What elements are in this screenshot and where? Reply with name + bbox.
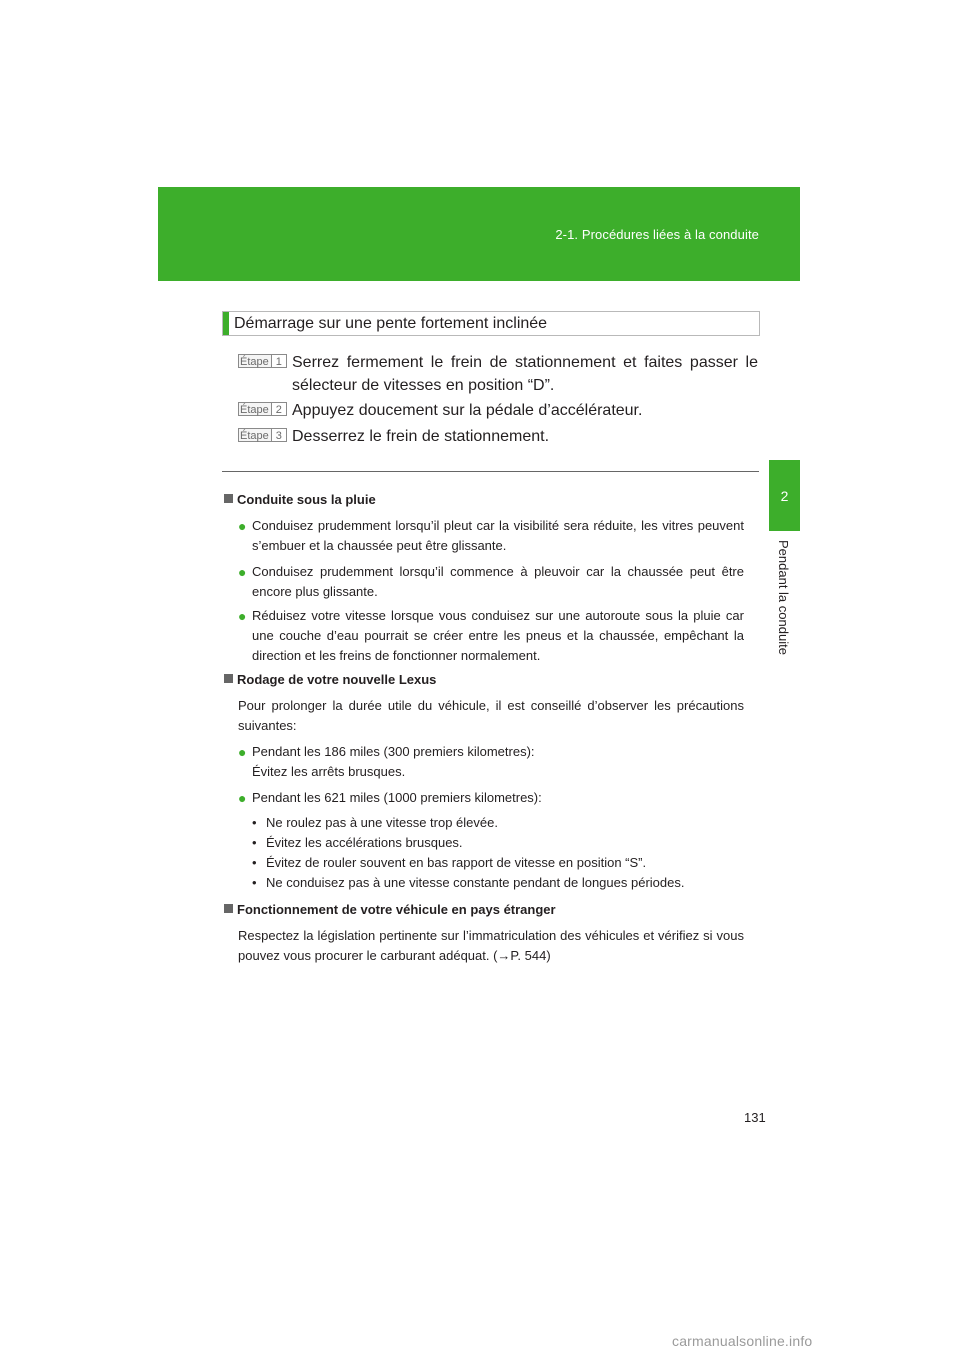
step-badge: Étape 1 <box>238 354 287 368</box>
section-title-accent <box>223 312 229 335</box>
list-item: ● Conduisez prudemment lorsqu’il pleut car la visibilité sera réduite, les vitres peuvent s’embuer et la chaussée peut être glissante. <box>238 518 744 553</box>
sub-list-item: • Évitez de rouler souvent en bas rapport de vitesse en position “S”. <box>252 855 647 870</box>
sub-list-item: • Ne roulez pas à une vitesse trop élevée. <box>252 815 498 830</box>
bullet-dot-icon: ● <box>238 518 247 534</box>
list-item: ● Pendant les 621 miles (1000 premiers kilometres): <box>238 790 542 806</box>
note-rain-body <box>224 516 744 676</box>
note-breakin-body <box>224 696 744 896</box>
step-3 <box>238 425 758 448</box>
step-badge: Étape 3 <box>238 428 287 442</box>
page-number: 131 <box>744 1110 766 1125</box>
step-text: Serrez fermement le frein de stationnement et faites passer le sélecteur de vitesses en position “D”. <box>292 354 758 394</box>
square-bullet-icon <box>224 904 233 913</box>
section-divider <box>222 471 759 472</box>
note-abroad-body <box>224 926 744 970</box>
note-paragraph: Pour prolonger la durée utile du véhicule, il est conseillé d’observer les précautions suivantes: <box>238 698 744 733</box>
note-breakin-heading: Rodage de votre nouvelle Lexus <box>224 670 744 690</box>
bullet-dot-icon: ● <box>238 608 247 624</box>
section-title: Démarrage sur une pente fortement inclinée <box>234 315 548 332</box>
note-paragraph: Respectez la législation pertinente sur l’immatriculation des véhicules et vérifiez si vous pouvez vous procurer le carburant adéquat. (→P. 544) <box>238 928 744 963</box>
square-bullet-icon <box>224 494 233 503</box>
chapter-title: 2-1. Procédures liées à la conduite <box>555 227 759 242</box>
note-abroad-heading: Fonctionnement de votre véhicule en pays étranger <box>224 900 744 920</box>
chapter-header <box>158 187 800 281</box>
bullet-dot-icon: ● <box>238 790 247 806</box>
list-item: ● Réduisez votre vitesse lorsque vous conduisez sur une autoroute sous la pluie car une couche d’eau pourrait se créer entre les pneus et la chaussée, empêchant la direction et les freins de fonctionner normalement. <box>238 608 744 663</box>
bullet-dot-icon: ● <box>238 564 247 580</box>
step-text: Appuyez doucement sur la pédale d’accélérateur. <box>292 402 643 419</box>
chapter-tab[interactable] <box>769 460 800 531</box>
step-badge: Étape 2 <box>238 402 287 416</box>
step-1 <box>238 351 758 397</box>
note-rain-heading: Conduite sous la pluie <box>224 490 744 510</box>
step-2 <box>238 399 758 422</box>
section-title-box <box>222 311 760 336</box>
list-item: ● Pendant les 186 miles (300 premiers kilometres): Évitez les arrêts brusques. <box>238 744 535 779</box>
bullet-dot-icon: ● <box>238 744 247 760</box>
sub-list-item: • Évitez les accélérations brusques. <box>252 835 463 850</box>
step-text: Desserrez le frein de stationnement. <box>292 428 550 445</box>
watermark: carmanualsonline.info <box>672 1333 813 1349</box>
list-item: ● Conduisez prudemment lorsqu’il commence à pleuvoir car la chaussée peut être encore plus glissante. <box>238 564 744 599</box>
square-bullet-icon <box>224 674 233 683</box>
chapter-tab-number: 2 <box>780 488 789 504</box>
sub-list-item: • Ne conduisez pas à une vitesse constante pendant de longues périodes. <box>252 875 685 890</box>
chapter-tab-label: Pendant la conduite <box>776 540 791 655</box>
